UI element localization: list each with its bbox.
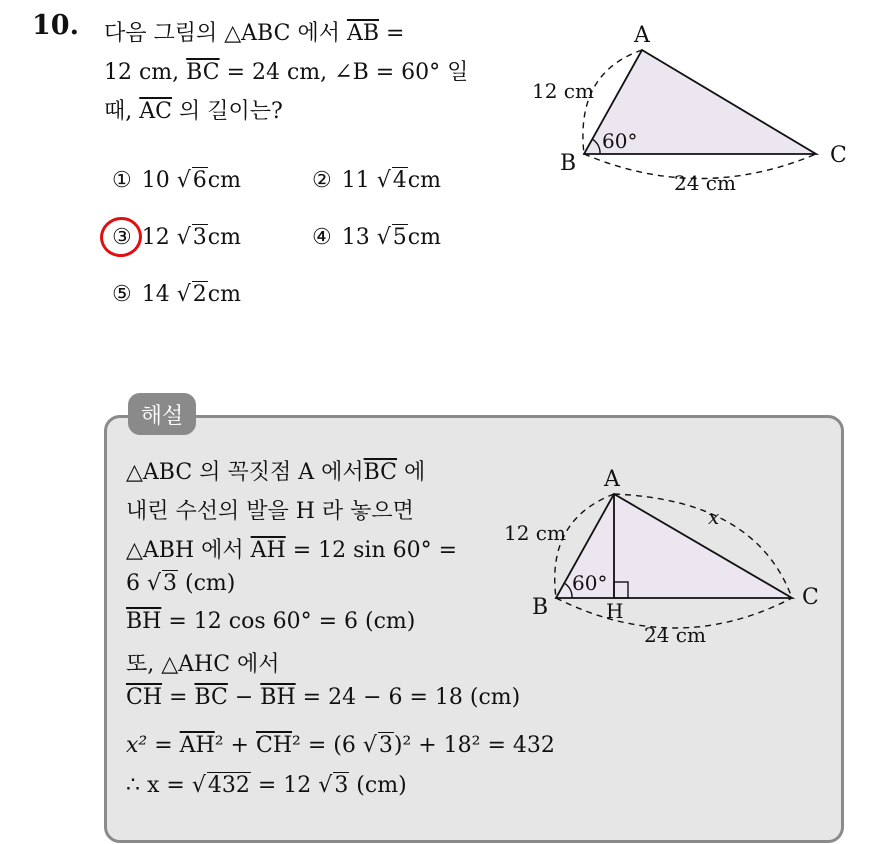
choice-5-unit: cm <box>207 282 241 307</box>
length-label-ab-solution: 12 cm <box>504 521 566 545</box>
question-text <box>104 14 504 131</box>
vertex-label-a-solution: A <box>604 467 620 492</box>
vertex-label-b: B <box>560 151 577 176</box>
choice-1-number: ① <box>112 168 132 193</box>
choice-5[interactable]: ⑤ 14 √2cm <box>112 282 241 307</box>
q-line2-b: = 24 cm, ∠B = 60° 일 <box>219 60 469 85</box>
choice-2-number: ② <box>312 168 332 193</box>
solution-line-9: ∴ x = √432 = 12 √3 (cm) <box>126 773 407 798</box>
solution-line-2: 내린 수선의 발을 H 라 놓으면 <box>126 499 414 524</box>
solution-line-6: 또, △AHC 에서 <box>126 652 280 677</box>
choice-3[interactable]: ③ 12 √3cm <box>112 225 241 250</box>
solution-line-5: $\overline{BH} = 12$ cos 60° = 6 (cm) <box>126 609 416 634</box>
choice-1-radicand: 6 <box>192 168 207 193</box>
solution-line-4: 6 √3 (cm) <box>126 571 236 596</box>
q-line3-a: 때, <box>104 99 140 124</box>
answer-circle-mark <box>96 213 145 261</box>
choice-3-unit: cm <box>207 225 241 250</box>
solution-line-1: △ABC 의 꼭짓점 A 에서$\overline{BC}$ 에 <box>126 460 426 485</box>
choice-5-radicand: 2 <box>192 282 207 307</box>
vertex-label-c: C <box>830 143 847 168</box>
solution-label: 해설 <box>128 393 196 435</box>
choice-2[interactable]: ② 11 √4cm <box>312 168 441 193</box>
choice-5-number: ⑤ <box>112 282 132 307</box>
choice-1-unit: cm <box>207 168 241 193</box>
solution-line-3: △ABH 에서 $\overline{AH} = 12$ sin 60° = <box>126 538 458 563</box>
length-label-bc: 24 cm <box>674 171 736 195</box>
length-label-bc-solution: 24 cm <box>644 623 706 647</box>
choice-2-unit: cm <box>407 168 441 193</box>
angle-label-b-solution: 60° <box>572 571 608 595</box>
q-line1-post: = <box>379 21 405 46</box>
choice-1-coef: 10 <box>141 168 170 193</box>
segment-ac: $\overline{AC}$ <box>139 99 172 124</box>
q-line3-b: 의 길이는? <box>171 99 283 124</box>
choice-4-radicand: 5 <box>392 225 407 250</box>
solution-line-7: $\overline{CH} = \overline{BC} - \overline{BH} = 24 - 6 = 18$ (cm) <box>126 685 521 710</box>
length-label-ab: 12 cm <box>532 79 594 103</box>
segment-bc: $\overline{BC}$ <box>186 60 220 85</box>
angle-label-b: 60° <box>602 129 638 153</box>
choice-3-radicand: 3 <box>192 225 207 250</box>
q-line1-pre: 다음 그림의 △ABC 에서 <box>104 21 347 46</box>
choice-3-coef: 12 <box>141 225 170 250</box>
solution-line-8: $x^2 = \overline{AH}^2 + \overline{CH}^2 = (6$ √3)² + 18² = 432 <box>126 733 555 758</box>
choice-4-number: ④ <box>312 225 332 250</box>
segment-ab: $\overline{AB}$ <box>346 21 380 46</box>
choice-4-coef: 13 <box>341 225 370 250</box>
choice-2-coef: 11 <box>341 168 370 193</box>
choice-5-coef: 14 <box>141 282 170 307</box>
q-line2-a: 12 cm, <box>104 60 187 85</box>
vertex-label-a: A <box>634 23 650 48</box>
vertex-label-b-solution: B <box>532 595 549 620</box>
solution-triangle-figure <box>496 460 836 660</box>
choice-3-number: ③ <box>112 225 132 250</box>
foot-label-h: H <box>606 599 624 623</box>
choice-1[interactable]: ① 10 √6cm <box>112 168 241 193</box>
question-triangle-figure <box>520 18 860 198</box>
choice-4[interactable]: ④ 13 √5cm <box>312 225 441 250</box>
choice-2-radicand: 4 <box>392 168 407 193</box>
question-number: 10. <box>32 10 79 41</box>
choice-4-unit: cm <box>407 225 441 250</box>
vertex-label-c-solution: C <box>802 585 819 610</box>
side-label-x: x <box>708 505 720 529</box>
